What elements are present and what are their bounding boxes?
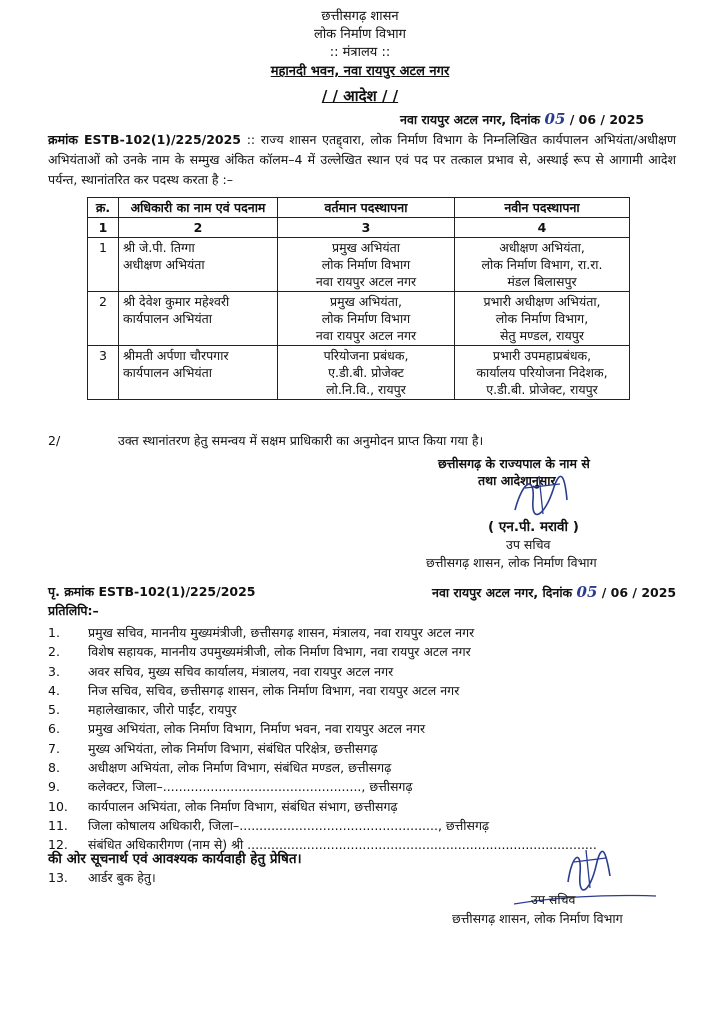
current-line: नवा रायपुर अटल नगर <box>315 274 417 289</box>
row-sno: 1 <box>88 238 119 292</box>
para2-number: 2/ <box>48 433 61 448</box>
new-line: कार्यालय परियोजना निदेशक, <box>476 365 608 380</box>
row-name <box>119 238 278 292</box>
list-item: 4. निज सचिव, सचिव, छत्तीसगढ़ शासन, लोक निर्माण विभाग, नवा रायपुर अटल नगर <box>48 682 460 698</box>
list-item: 2. विशेष सहायक, माननीय उपमुख्यमंत्रीजी, लोक निर्माण विभाग, नवा रायपुर अटल नगर <box>48 644 471 660</box>
transfer-table <box>87 197 630 400</box>
officer-name: श्री जे.पी. तिग्गा <box>123 240 195 255</box>
header-name: अधिकारी का नाम एवं पदनाम <box>119 198 278 218</box>
endorsement-place-date <box>432 583 676 602</box>
list-item: 11. जिला कोषालय अधिकारी, जिला–.................................................., छत्तीसगढ़ <box>48 817 490 833</box>
row-current <box>278 346 455 400</box>
handwritten-day: 05 <box>544 110 566 128</box>
signatory2-designation: उप सचिव <box>531 892 576 907</box>
table-row <box>88 346 630 400</box>
date-rest: / 06 / 2025 <box>569 112 645 127</box>
list-item: 6. प्रमुख अभियंता, लोक निर्माण विभाग, निर्माण भवन, नवा रायपुर अटल नगर <box>48 721 426 737</box>
table-row <box>88 292 630 346</box>
copy-label: प्रतिलिपि:– <box>48 603 99 618</box>
col-num: 1 <box>88 218 119 238</box>
govt-name: छत्तीसगढ़ शासन <box>321 9 399 24</box>
col-num: 4 <box>455 218 630 238</box>
current-line: ए.डी.बी. प्रोजेक्ट <box>328 365 404 380</box>
row-name <box>119 292 278 346</box>
place-date-prefix: नवा रायपुर अटल नगर, दिनांक <box>432 585 573 600</box>
officer-designation: कार्यपालन अभियंता <box>123 365 212 380</box>
list-item: 10. कार्यपालन अभियंता, लोक निर्माण विभाग, संबंधित संभाग, छत्तीसगढ़ <box>48 798 398 814</box>
header-sno: क्र. <box>88 198 119 218</box>
current-line: लो.नि.वि., रायपुर <box>326 382 406 397</box>
new-line: अधीक्षण अभियंता, <box>499 240 585 255</box>
signatory-department: छत्तीसगढ़ शासन, लोक निर्माण विभाग <box>426 555 597 570</box>
list-item: 1. प्रमुख सचिव, माननीय मुख्यमंत्रीजी, छत्तीसगढ़ शासन, मंत्रालय, नवा रायपुर अटल नगर <box>48 625 475 640</box>
current-line: प्रमुख अभियंता <box>332 240 400 255</box>
place-date-prefix: नवा रायपुर अटल नगर, दिनांक <box>400 112 541 127</box>
new-line: लोक निर्माण विभाग, <box>495 311 589 326</box>
col-num: 2 <box>119 218 278 238</box>
order-number: क्रमांक ESTB-102(1)/225/2025 <box>48 132 242 147</box>
current-line: नवा रायपुर अटल नगर <box>315 328 417 343</box>
handwritten-day: 05 <box>576 583 598 601</box>
row-current <box>278 292 455 346</box>
col-num: 3 <box>278 218 455 238</box>
list-item: 3. अवर सचिव, मुख्य सचिव कार्यालय, मंत्रालय, नवा रायपुर अटल नगर <box>48 663 394 679</box>
item-text: आर्डर बुक हेतु। <box>88 870 156 885</box>
current-line: प्रमुख अभियंता, <box>330 294 402 309</box>
table-row <box>88 238 630 292</box>
row-new <box>455 238 630 292</box>
row-name <box>119 346 278 400</box>
copy-list <box>48 623 688 855</box>
header-new: नवीन पदस्थापना <box>455 198 630 218</box>
new-line: ए.डी.बी. प्रोजेक्ट, रायपुर <box>486 382 598 397</box>
para2-text: उक्त स्थानांतरण हेतु समन्वय में सक्षम प्राधिकारी का अनुमोदन प्राप्त किया गया है। <box>118 433 484 448</box>
list-item: 5. महालेखाकार, जीरो पाईंट, रायपुर <box>48 702 237 718</box>
officer-designation: अधीक्षण अभियंता <box>123 257 205 272</box>
signatory2-department: छत्तीसगढ़ शासन, लोक निर्माण विभाग <box>452 911 623 926</box>
current-line: लोक निर्माण विभाग <box>321 311 411 326</box>
header-current: वर्तमान पदस्थापना <box>278 198 455 218</box>
list-item: 7. मुख्य अभियंता, लोक निर्माण विभाग, संबंधित परिक्षेत्र, छत्तीसगढ़ <box>48 740 378 756</box>
officer-name: श्री देवेश कुमार महेश्वरी <box>123 294 230 309</box>
row-sno: 2 <box>88 292 119 346</box>
order-paragraph <box>48 130 676 190</box>
row-sno: 3 <box>88 346 119 400</box>
governor-order-line: छत्तीसगढ़ के राज्यपाल के नाम से <box>438 456 590 471</box>
list-item: 9. कलेक्टर, जिला–.................................................., छत्तीसगढ़ <box>48 779 413 795</box>
officer-designation: कार्यपालन अभियंता <box>123 311 212 326</box>
endorsement-number: पृ. क्रमांक ESTB-102(1)/225/2025 <box>48 584 256 599</box>
department-name: लोक निर्माण विभाग <box>314 27 406 42</box>
order-title: / / आदेश / / <box>321 87 399 105</box>
row-new <box>455 292 630 346</box>
new-line: लोक निर्माण विभाग, रा.रा. <box>481 257 603 272</box>
table-header-row <box>88 198 630 218</box>
signatory-name: ( एन.पी. मरावी ) <box>488 519 579 535</box>
order-body: :: राज्य शासन एतद्द्वारा, लोक निर्माण विभाग के निम्नलिखित कार्यपालन अभियंता/अधीक्षण अभियंताओं को उनके नाम के सम्मुख अंकित कॉलम–4 में उल्लेखित स्थान एवं पद पर तत्काल प्रभाव से, अस्थाई रूप से आगामी आदेश पर्यन्त, स्थानांतरित कर पदस्थ करता है :– <box>48 132 677 187</box>
forward-line: की ओर सूचनार्थ एवं आवश्यक कार्यवाही हेतु प्रेषित। <box>48 851 302 867</box>
new-line: प्रभारी उपमहाप्रबंधक, <box>492 348 592 363</box>
list-item: 8. अधीक्षण अभियंता, लोक निर्माण विभाग, संबंधित मण्डल, छत्तीसगढ़ <box>48 760 392 776</box>
current-line: परियोजना प्रबंधक, <box>323 348 409 363</box>
officer-name: श्रीमती अर्पणा चौरपगार <box>123 348 229 363</box>
list-item-13 <box>48 869 156 887</box>
column-number-row <box>88 218 630 238</box>
ministry-label: :: मंत्रालय :: <box>329 45 391 60</box>
order-place-date <box>400 110 644 129</box>
row-new <box>455 346 630 400</box>
date-rest: / 06 / 2025 <box>601 585 677 600</box>
new-line: मंडल बिलासपुर <box>507 274 577 289</box>
item-number: 13. <box>48 870 68 885</box>
building-address: महानदी भवन, नवा रायपुर अटल नगर <box>270 64 450 79</box>
signatory-designation: उप सचिव <box>506 537 551 552</box>
signature-1 <box>505 470 575 522</box>
new-line: प्रभारी अधीक्षण अभियंता, <box>483 294 601 309</box>
current-line: लोक निर्माण विभाग <box>321 257 411 272</box>
row-current <box>278 238 455 292</box>
list-item: 12. संबंधित अधिकारीगण (नाम से) श्री ........................................................................................ <box>48 837 597 853</box>
order-accordance-line: तथा आदेशानुसार <box>478 473 556 488</box>
new-line: सेतु मण्डल, रायपुर <box>500 328 584 343</box>
